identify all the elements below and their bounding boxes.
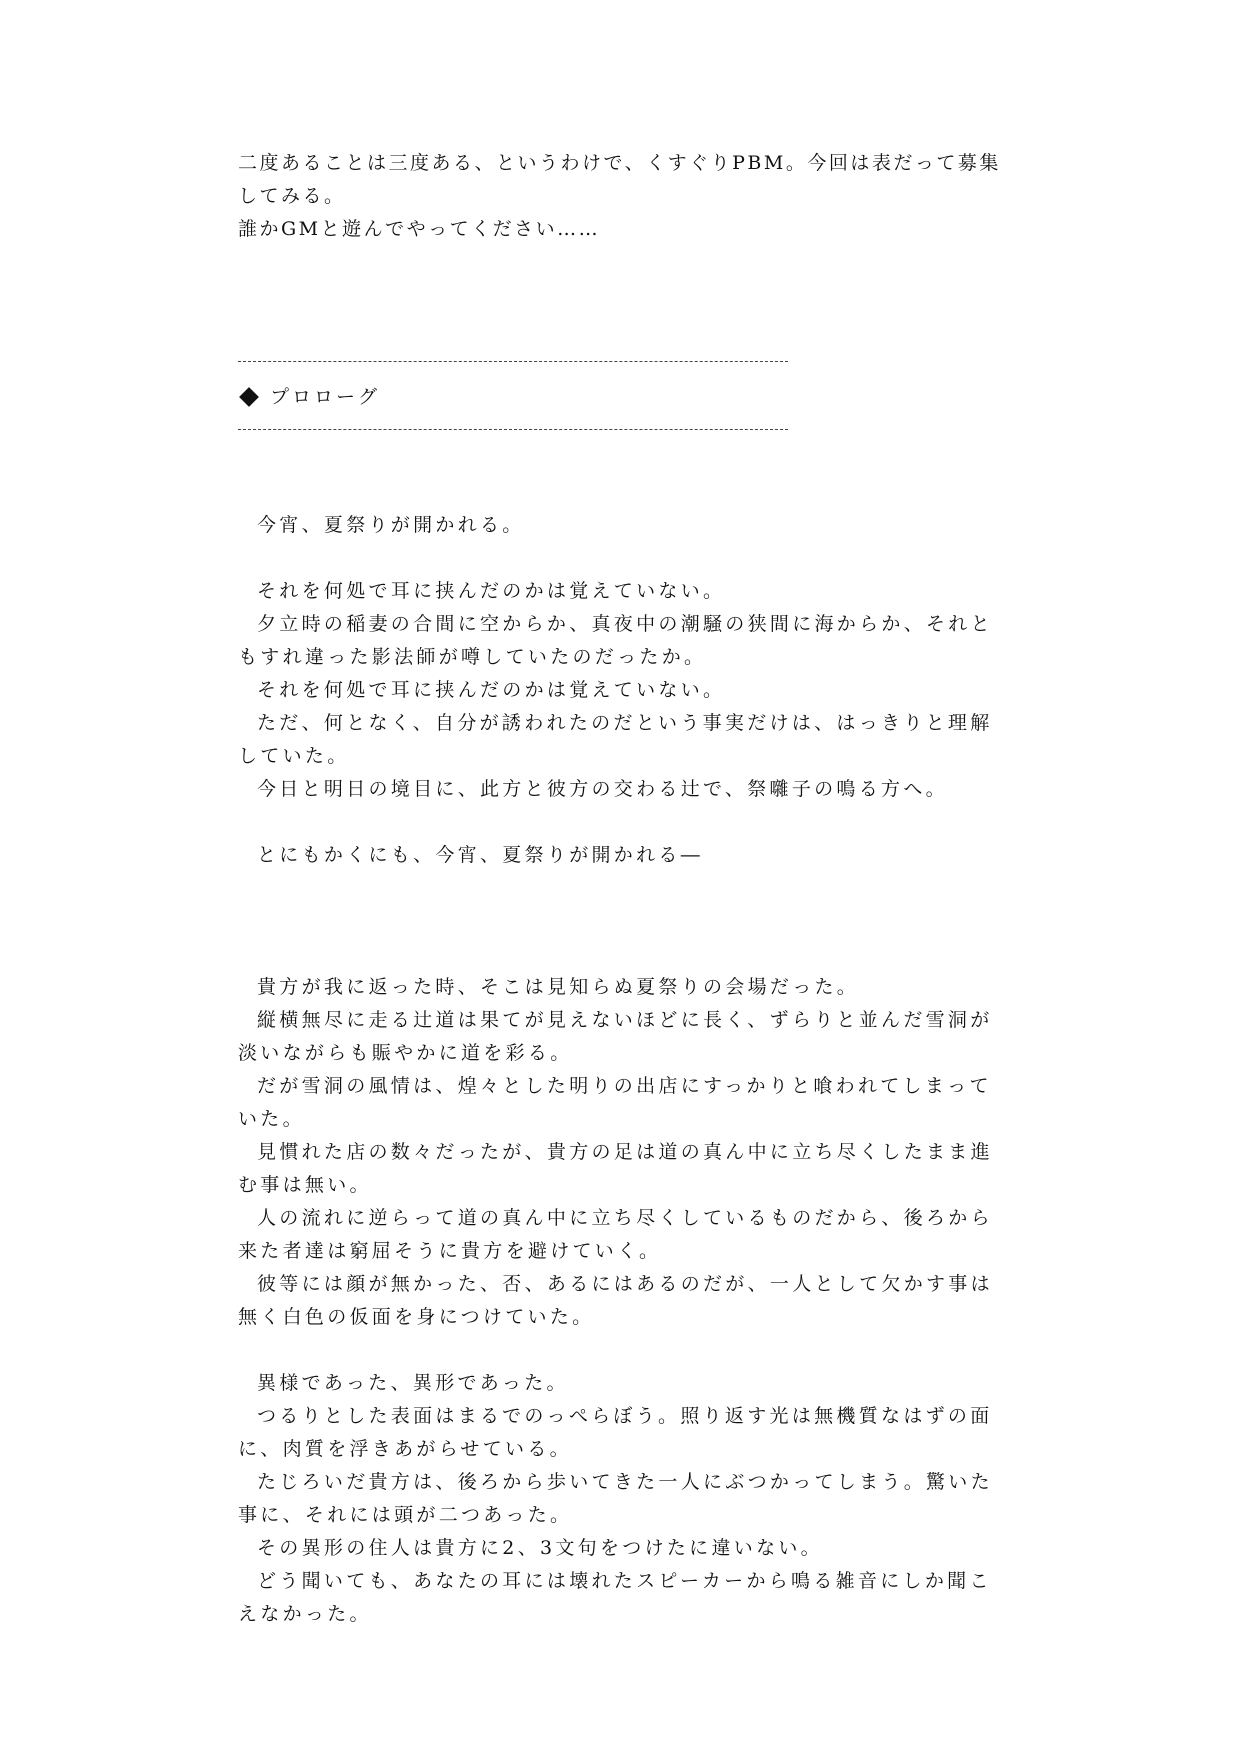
paragraph: 夕立時の稲妻の合間に空からか、真夜中の潮騒の狭間に海からか、それともすれ違った影法師が噂していたのだったか。 bbox=[238, 613, 993, 668]
paragraph: 異様であった、異形であった。 bbox=[257, 1372, 569, 1394]
diamond-bullet-icon bbox=[239, 387, 259, 407]
paragraph: 今宵、夏祭りが開かれる。 bbox=[257, 514, 525, 536]
paragraph: その異形の住人は貴方に2、3文句をつけたに違いない。 bbox=[257, 1537, 823, 1559]
intro-line: 誰かGMと遊んでやってください…… bbox=[238, 218, 601, 240]
prologue-body bbox=[238, 509, 1010, 1631]
paragraph: 今日と明日の境目に、此方と彼方の交わる辻で、祭囃子の鳴る方へ。 bbox=[257, 778, 948, 800]
paragraph-spacer bbox=[238, 1334, 1010, 1367]
paragraph: どう聞いても、あなたの耳には壊れたスピーカーから鳴る雑音にしか聞こえなかった。 bbox=[238, 1570, 992, 1625]
paragraph: それを何処で耳に挟んだのかは覚えていない。 bbox=[257, 679, 726, 701]
paragraph-spacer bbox=[238, 806, 1010, 839]
paragraph: だが雪洞の風情は、煌々とした明りの出店にすっかりと喰われてしまっていた。 bbox=[238, 1075, 992, 1130]
paragraph: たじろいだ貴方は、後ろから歩いてきた一人にぶつかってしまう。驚いた事に、それには頭が二つあった。 bbox=[238, 1471, 993, 1526]
paragraph: 人の流れに逆らって道の真ん中に立ち尽くしているものだから、後ろから来た者達は窮屈そうに貴方を避けていく。 bbox=[238, 1207, 993, 1262]
paragraph: とにもかくにも、今宵、夏祭りが開かれる― bbox=[257, 844, 704, 866]
document-page bbox=[238, 0, 1010, 1754]
paragraph: つるりとした表面はまるでのっぺらぼう。照り返す光は無機質なはずの面に、肉質を浮きあがらせている。 bbox=[238, 1405, 993, 1460]
paragraph: それを何処で耳に挟んだのかは覚えていない。 bbox=[257, 580, 726, 602]
paragraph: ただ、何となく、自分が誘われたのだという事実だけは、はっきりと理解していた。 bbox=[238, 712, 993, 767]
section-heading bbox=[238, 381, 380, 414]
paragraph: 見慣れた店の数々だったが、貴方の足は道の真ん中に立ち尽くしたまま進む事は無い。 bbox=[238, 1141, 993, 1196]
paragraph: 彼等には顔が無かった、否、あるにはあるのだが、一人として欠かす事は無く白色の仮面を身につけていた。 bbox=[238, 1273, 993, 1328]
dashed-divider bbox=[238, 361, 788, 362]
intro-line: 二度あることは三度ある、というわけで、くすぐりPBM。今回は表だって募集してみる。 bbox=[238, 152, 1001, 207]
section-heading-text: プロローグ bbox=[270, 386, 381, 408]
intro-block bbox=[238, 147, 1010, 246]
paragraph-spacer bbox=[238, 872, 1010, 971]
dashed-divider bbox=[238, 429, 788, 430]
paragraph: 縦横無尽に走る辻道は果てが見えないほどに長く、ずらりと並んだ雪洞が淡いながらも賑やかに道を彩る。 bbox=[238, 1009, 993, 1064]
paragraph: 貴方が我に返った時、そこは見知らぬ夏祭りの会場だった。 bbox=[257, 976, 860, 998]
paragraph-spacer bbox=[238, 542, 1010, 575]
